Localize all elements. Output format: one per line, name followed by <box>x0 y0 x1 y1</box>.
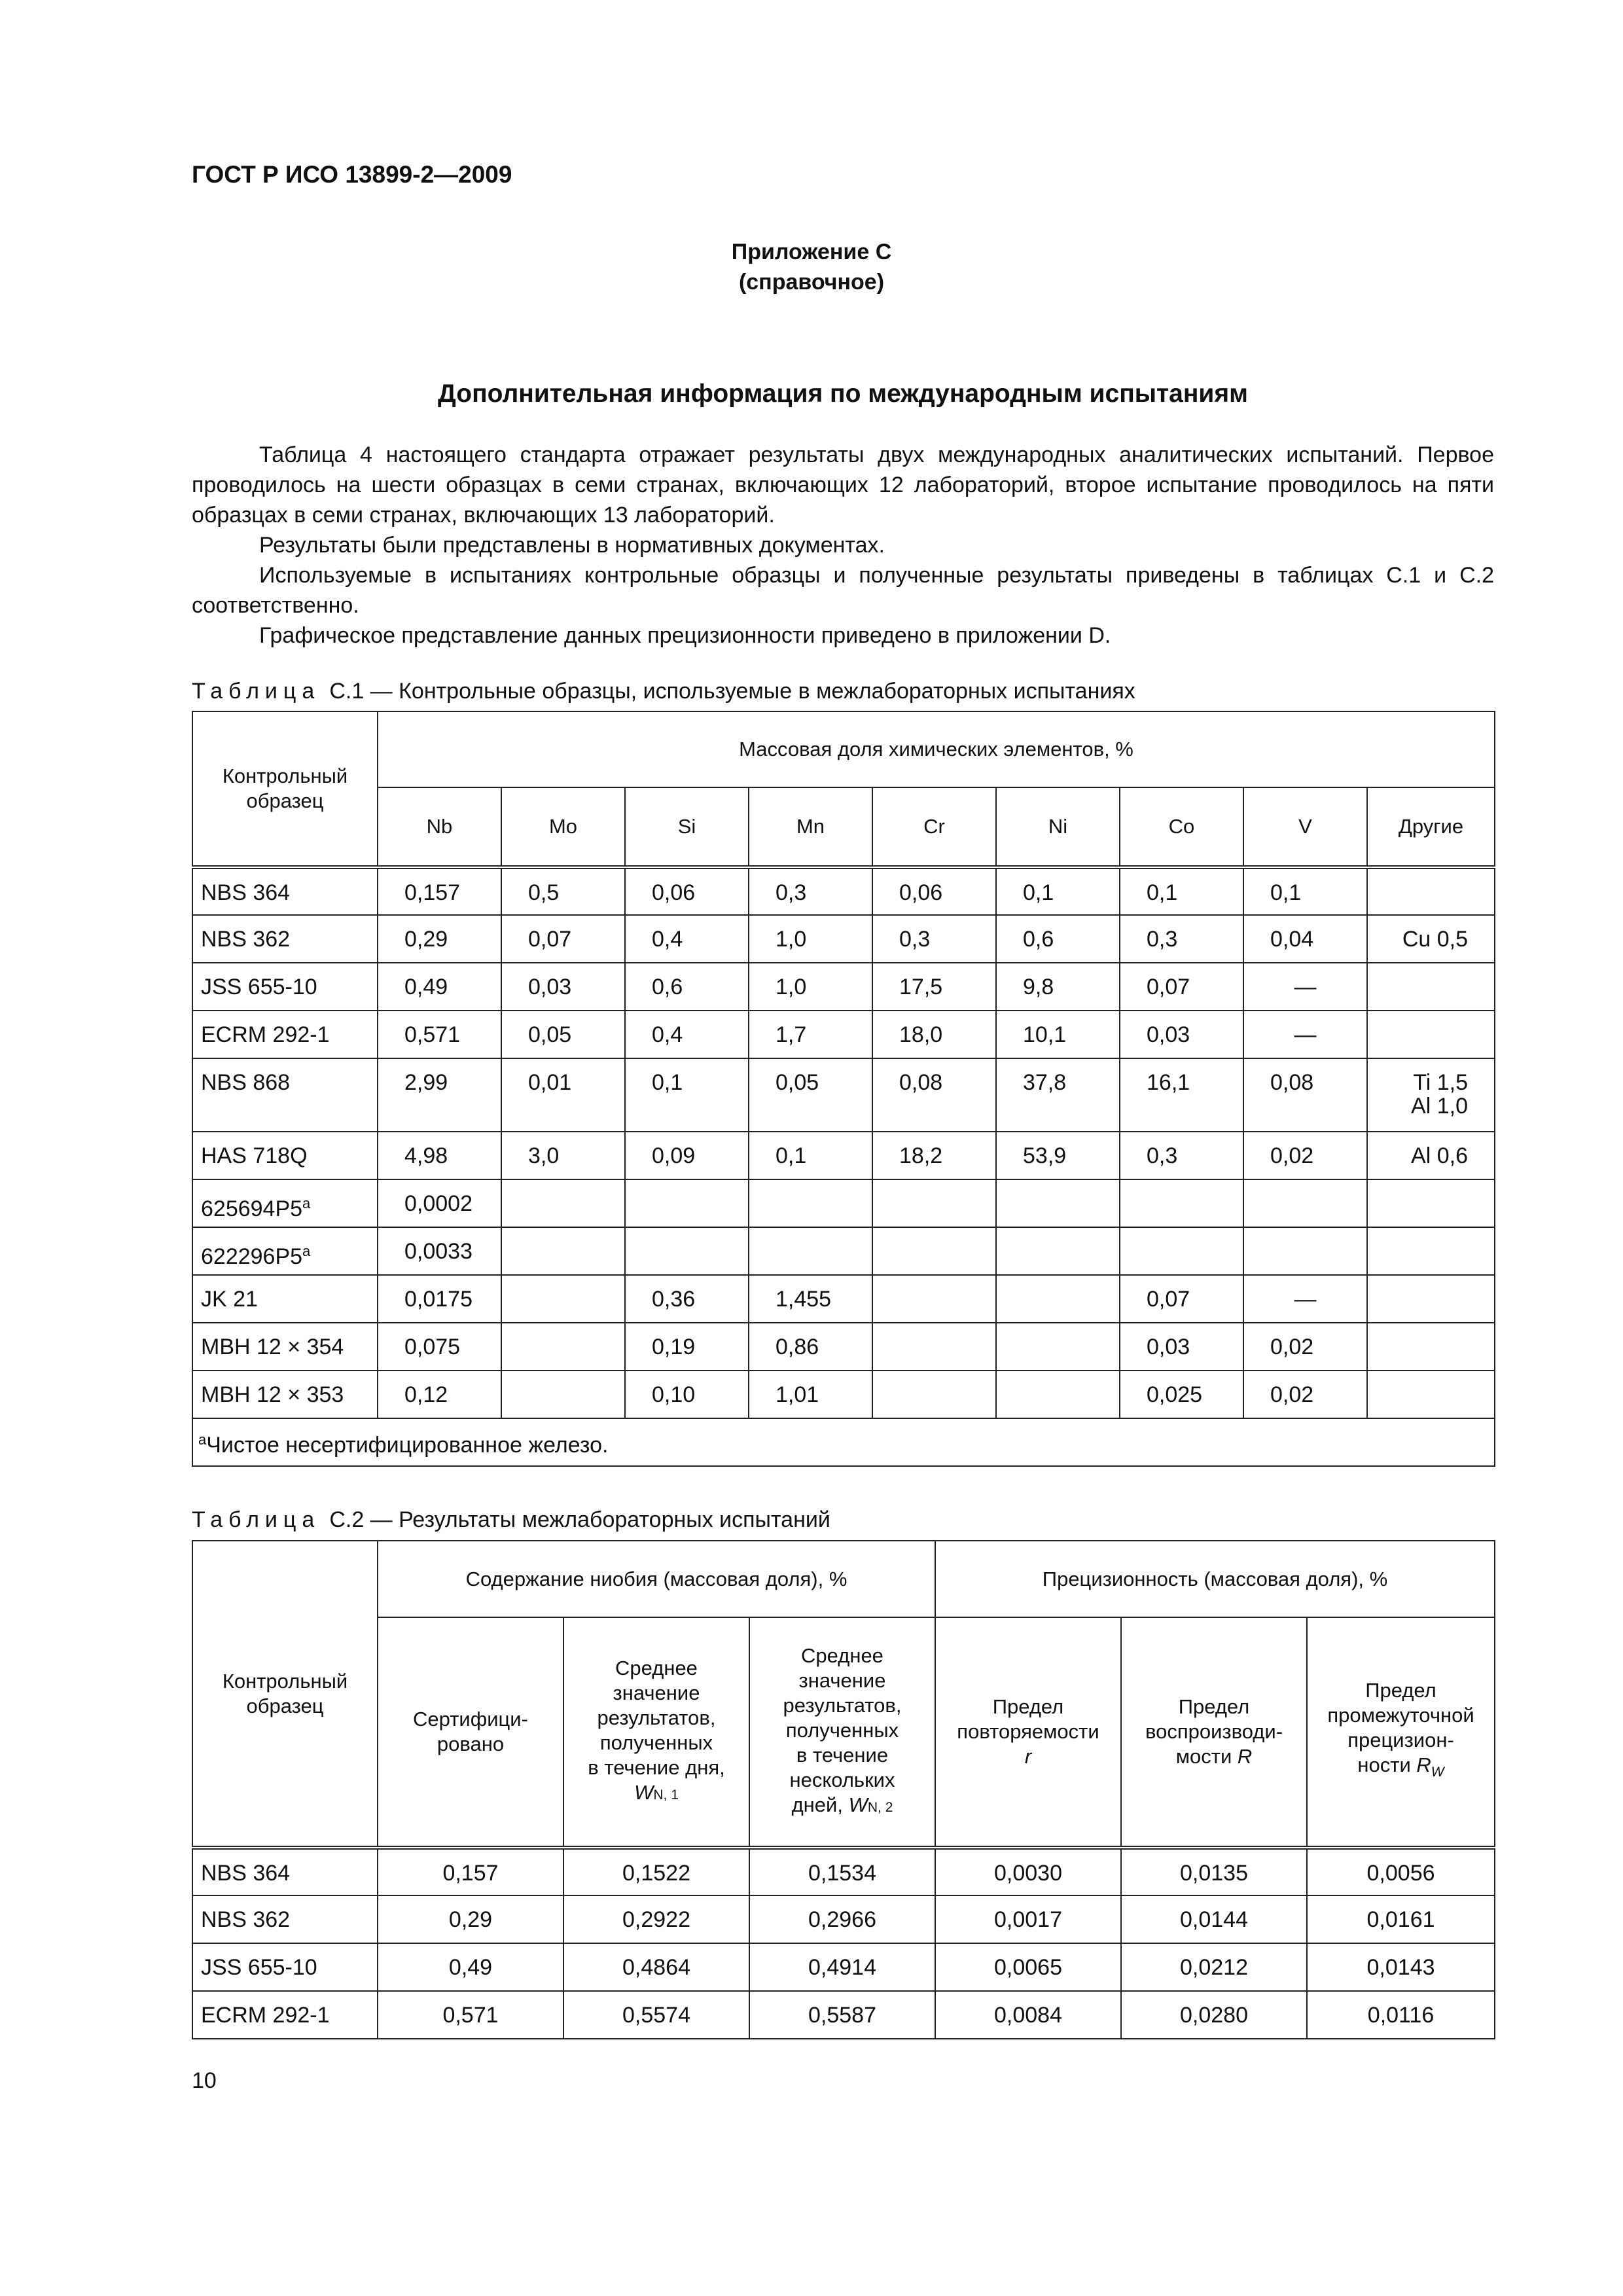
table-cell: 0,0084 <box>935 1991 1121 2039</box>
table-cell <box>872 1227 996 1275</box>
table-cell <box>749 1179 872 1227</box>
table-cell: 0,5587 <box>749 1991 935 2039</box>
footnote-text: Чистое несертифицированное железо. <box>206 1433 609 1458</box>
sample-name: 622296P5$^a$ <box>192 1227 378 1275</box>
element-header: V <box>1243 787 1367 867</box>
table-cell: 0,3 <box>1120 1132 1243 1179</box>
sample-name: ECRM 292-1 <box>192 1991 378 2039</box>
table-row <box>192 1179 1495 1227</box>
table-cell <box>625 1227 749 1275</box>
sample-name: NBS 362 <box>192 1895 378 1943</box>
table-cell: 0,07 <box>1120 963 1243 1011</box>
footnote-marker: a <box>302 1243 311 1259</box>
table-cell: 0,025 <box>1120 1371 1243 1418</box>
table-cell: 0,4 <box>625 1011 749 1058</box>
table-cell: 0,6 <box>996 915 1120 963</box>
element-header: Nb <box>378 787 501 867</box>
col-group-header: Массовая доля химических элементов, % <box>378 711 1495 787</box>
body-text <box>192 440 1494 651</box>
table-row <box>192 963 1495 1011</box>
table-cell: 10,1 <box>996 1011 1120 1058</box>
table-row <box>192 1227 1495 1275</box>
table-cell: 0,6 <box>625 963 749 1011</box>
table-cell: 18,0 <box>872 1011 996 1058</box>
table-cell: 0,02 <box>1243 1371 1367 1418</box>
table-cell <box>1367 1227 1495 1275</box>
table-row <box>192 1132 1495 1179</box>
table-cell: 4,98 <box>378 1132 501 1179</box>
col-certified-header: Сертифици- ровано <box>378 1617 563 1848</box>
table-cell: 0,05 <box>501 1011 625 1058</box>
sample-name: NBS 362 <box>192 915 378 963</box>
element-header: Mo <box>501 787 625 867</box>
table-cell <box>1367 867 1495 915</box>
table-cell: 0,1 <box>1243 867 1367 915</box>
table-cell: — <box>1243 1275 1367 1323</box>
table-cell: 0,1 <box>996 867 1120 915</box>
table-cell: 0,0144 <box>1121 1895 1307 1943</box>
element-header: Mn <box>749 787 872 867</box>
table-cell: 0,3 <box>749 867 872 915</box>
precision-group-header: Прецизионность (массовая доля), % <box>935 1541 1495 1617</box>
table-cell <box>501 1371 625 1418</box>
table-cell <box>996 1179 1120 1227</box>
table-cell: 0,0143 <box>1307 1943 1495 1991</box>
table-row <box>192 1991 1495 2039</box>
table2-caption-text: С.2 — Результаты межлабораторных испытаний <box>329 1507 830 1532</box>
paragraph: Используемые в испытаниях контрольные образцы и полученные результаты приведены в таблицах С.1 и С.2 соответственно. <box>192 563 1494 618</box>
table-cell: 18,2 <box>872 1132 996 1179</box>
table-cell <box>996 1371 1120 1418</box>
table-cell: 0,0135 <box>1121 1848 1307 1895</box>
table-cell: 0,3 <box>872 915 996 963</box>
table-cell: 0,5 <box>501 867 625 915</box>
paragraph: Графическое представление данных прецизионности приведено в приложении D. <box>259 623 1111 648</box>
table-cell <box>872 1371 996 1418</box>
sample-name: 625694P5$^a$ <box>192 1179 378 1227</box>
sample-name: MBH 12 × 354 <box>192 1323 378 1371</box>
sample-name: JSS 655-10 <box>192 963 378 1011</box>
table-cell: 0,4864 <box>563 1943 749 1991</box>
table-cell: 0,49 <box>378 963 501 1011</box>
table-cell <box>996 1275 1120 1323</box>
table-cell: 0,02 <box>1243 1323 1367 1371</box>
table-cell <box>1120 1179 1243 1227</box>
table-row <box>192 1323 1495 1371</box>
table-cell <box>996 1227 1120 1275</box>
element-header: Si <box>625 787 749 867</box>
table-cell: — <box>1243 1011 1367 1058</box>
table-cell: 17,5 <box>872 963 996 1011</box>
element-header: Другие <box>1367 787 1495 867</box>
sample-name: NBS 868 <box>192 1058 378 1132</box>
sample-name: ECRM 292-1 <box>192 1011 378 1058</box>
table-cell: 0,0161 <box>1307 1895 1495 1943</box>
sample-name: JK 21 <box>192 1275 378 1323</box>
footnote-marker: a <box>198 1431 207 1448</box>
table-cell: 0,0065 <box>935 1943 1121 1991</box>
table-cell: 0,571 <box>378 1991 563 2039</box>
table-row <box>192 915 1495 963</box>
sample-name: JSS 655-10 <box>192 1943 378 1991</box>
table-cell: 0,06 <box>625 867 749 915</box>
appendix-heading <box>0 237 1623 297</box>
table-cell: 0,2922 <box>563 1895 749 1943</box>
table-row <box>192 1011 1495 1058</box>
table-cell: 0,0056 <box>1307 1848 1495 1895</box>
table-cell: 0,49 <box>378 1943 563 1991</box>
table-cell: 0,12 <box>378 1371 501 1418</box>
table-row <box>192 867 1495 915</box>
table-cell: 0,09 <box>625 1132 749 1179</box>
table-cell <box>501 1227 625 1275</box>
appendix-subtitle: (справочное) <box>738 270 885 295</box>
paragraph: Таблица 4 настоящего стандарта отражает результаты двух международных аналитических испытаний. Первое проводилось на шести образцах в семи странах, включающих 12 лабораторий, второе испытание проводилось на пяти образцах в семи странах, включающих 13 лабораторий. <box>192 442 1494 528</box>
table-cell: 0,29 <box>378 1895 563 1943</box>
table-cell: 0,08 <box>872 1058 996 1132</box>
table-cell: 0,01 <box>501 1058 625 1132</box>
table-cell: Ti 1,5 Al 1,0 <box>1367 1058 1495 1132</box>
col-day-mean-header: Среднее значение результатов, полученных в течение дня, WN, 1 <box>563 1617 749 1848</box>
table-cell: 1,0 <box>749 963 872 1011</box>
sample-name: MBH 12 × 353 <box>192 1371 378 1418</box>
col-intermediate-header: Предел промежуточной прецизион- ности $R_W$ <box>1307 1617 1495 1848</box>
table-cell: 0,157 <box>378 867 501 915</box>
table-cell: 2,99 <box>378 1058 501 1132</box>
table-cell: 0,4 <box>625 915 749 963</box>
col-sample-header: Контрольный образец <box>192 1541 378 1848</box>
table-cell: 0,06 <box>872 867 996 915</box>
col-sample-header: Контрольный образец <box>192 711 378 867</box>
table-cell: 0,5574 <box>563 1991 749 2039</box>
col-days-mean-header: Среднее значение результатов, полученных в течение нескольких дней, WN, 2 <box>749 1617 935 1848</box>
sample-name: NBS 364 <box>192 867 378 915</box>
table-cell: 0,0030 <box>935 1848 1121 1895</box>
table-cell: 1,01 <box>749 1371 872 1418</box>
table-cell: 0,1 <box>749 1132 872 1179</box>
page-number: 10 <box>192 2068 217 2093</box>
col-repeatability-header: Предел повторяемости r <box>935 1617 1121 1848</box>
table-row <box>192 1895 1495 1943</box>
niobium-group-header: Содержание ниобия (массовая доля), % <box>378 1541 935 1617</box>
table1-caption-prefix: Таблица <box>192 679 321 704</box>
table-cell: 0,03 <box>1120 1011 1243 1058</box>
table-cell: 0,571 <box>378 1011 501 1058</box>
table-cell: 0,4914 <box>749 1943 935 1991</box>
table-cell: 0,86 <box>749 1323 872 1371</box>
sample-name: HAS 718Q <box>192 1132 378 1179</box>
table-cell: 0,0017 <box>935 1895 1121 1943</box>
table-cell: 1,0 <box>749 915 872 963</box>
table-cell <box>1120 1227 1243 1275</box>
table-cell: 0,0002 <box>378 1179 501 1227</box>
table-row <box>192 1943 1495 1991</box>
table1-caption <box>192 679 1135 704</box>
table-cell: 0,157 <box>378 1848 563 1895</box>
table-cell <box>996 1323 1120 1371</box>
table-cell: 0,08 <box>1243 1058 1367 1132</box>
reference-samples-table <box>192 711 1495 1467</box>
table-cell: 0,04 <box>1243 915 1367 963</box>
table-cell: 0,0116 <box>1307 1991 1495 2039</box>
table-cell <box>1243 1179 1367 1227</box>
table-row <box>192 1371 1495 1418</box>
table-cell: 0,0280 <box>1121 1991 1307 2039</box>
table-cell <box>1367 1011 1495 1058</box>
element-header: Cr <box>872 787 996 867</box>
sample-name: NBS 364 <box>192 1848 378 1895</box>
table-row <box>192 1275 1495 1323</box>
table-cell <box>625 1179 749 1227</box>
table-cell <box>501 1275 625 1323</box>
table-cell: 0,1 <box>625 1058 749 1132</box>
table-cell <box>872 1275 996 1323</box>
table-cell: 0,2966 <box>749 1895 935 1943</box>
table-cell <box>872 1179 996 1227</box>
table-cell <box>1367 1275 1495 1323</box>
table1-caption-text: С.1 — Контрольные образцы, используемые в межлабораторных испытаниях <box>329 679 1135 704</box>
table-cell: 0,07 <box>501 915 625 963</box>
element-header: Ni <box>996 787 1120 867</box>
paragraph: Результаты были представлены в нормативных документах. <box>259 533 885 558</box>
table-cell <box>1367 1179 1495 1227</box>
table-cell: 0,36 <box>625 1275 749 1323</box>
table-cell <box>1367 1371 1495 1418</box>
element-header: Co <box>1120 787 1243 867</box>
table-cell: 9,8 <box>996 963 1120 1011</box>
interlab-results-table <box>192 1540 1495 2039</box>
table-cell: — <box>1243 963 1367 1011</box>
table-cell: 1,455 <box>749 1275 872 1323</box>
table-cell: 0,07 <box>1120 1275 1243 1323</box>
col-reproducibility-header: Предел воспроизводи- мости R <box>1121 1617 1307 1848</box>
table-cell <box>749 1227 872 1275</box>
table-cell: 0,05 <box>749 1058 872 1132</box>
table-cell: Al 0,6 <box>1367 1132 1495 1179</box>
table-cell: 37,8 <box>996 1058 1120 1132</box>
table-footnote <box>192 1418 1495 1466</box>
section-title: Дополнительная информация по международным испытаниям <box>438 380 1248 408</box>
footnote-row <box>192 1418 1495 1466</box>
table-cell: 0,19 <box>625 1323 749 1371</box>
table2-caption <box>192 1507 830 1533</box>
table-cell: 0,1522 <box>563 1848 749 1895</box>
table-cell: 0,3 <box>1120 915 1243 963</box>
table-cell: 0,03 <box>1120 1323 1243 1371</box>
table-row <box>192 1058 1495 1132</box>
table-cell <box>501 1179 625 1227</box>
table-row <box>192 1848 1495 1895</box>
footnote-marker: a <box>302 1195 311 1211</box>
table-cell: 1,7 <box>749 1011 872 1058</box>
table-cell: 16,1 <box>1120 1058 1243 1132</box>
table-cell <box>872 1323 996 1371</box>
table-cell: 0,075 <box>378 1323 501 1371</box>
table-cell <box>501 1323 625 1371</box>
table-cell <box>1367 1323 1495 1371</box>
table-cell: Cu 0,5 <box>1367 915 1495 963</box>
document-header: ГОСТ Р ИСО 13899-2—2009 <box>192 161 512 188</box>
table-cell: 0,10 <box>625 1371 749 1418</box>
table-cell: 0,1534 <box>749 1848 935 1895</box>
table-cell: 0,0033 <box>378 1227 501 1275</box>
table2-caption-prefix: Таблица <box>192 1507 321 1532</box>
table-cell: 53,9 <box>996 1132 1120 1179</box>
table-cell: 0,0212 <box>1121 1943 1307 1991</box>
table-cell: 0,02 <box>1243 1132 1367 1179</box>
table-cell: 0,1 <box>1120 867 1243 915</box>
appendix-title: Приложение С <box>731 240 892 264</box>
table-cell <box>1367 963 1495 1011</box>
table-cell <box>1243 1227 1367 1275</box>
table-cell: 0,29 <box>378 915 501 963</box>
table-cell: 0,03 <box>501 963 625 1011</box>
table-cell: 0,0175 <box>378 1275 501 1323</box>
table-cell: 3,0 <box>501 1132 625 1179</box>
